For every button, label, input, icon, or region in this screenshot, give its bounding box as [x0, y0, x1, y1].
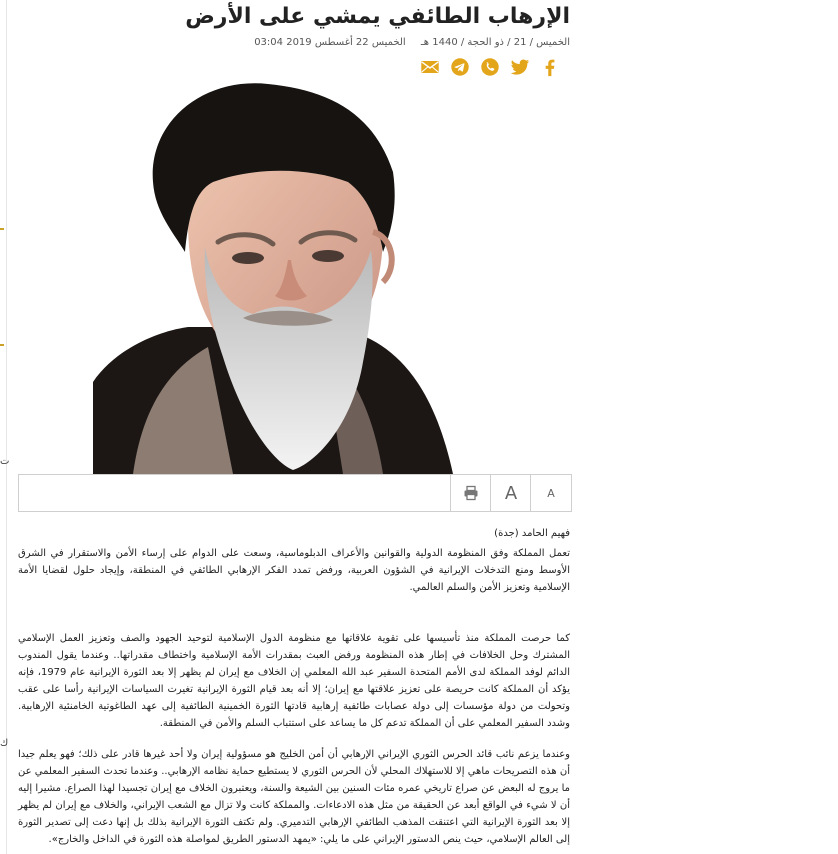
email-share-button[interactable]: [418, 55, 442, 79]
printer-icon: [463, 485, 479, 501]
font-small-label: A: [547, 486, 555, 500]
whatsapp-share-button[interactable]: [478, 55, 502, 79]
edge-text-fragment: ت: [0, 456, 10, 467]
edge-text-fragment: ك: [0, 738, 9, 749]
article-paragraph: وعندما يزعم نائب قائد الحرس الثوري الإيراني الإرهابي أن أمن الخليج هو مسؤولية إيران ولا أحد غيرها قادر على ذلك؛ فهو يعلم جيدا أن هذه التصريحات ماهي إلا للاستهلاك المحلي لأن الحرس الثوري لا يستطيع حماية نظامه الإرهابي.. وعندما تحدث السفير المعلمي عن ما يروج له البعض عن صراع تاريخي عمره مئات السنين بين الشيعة والسنة، ويعتبرون الخلاف مع إيران تجسيدا لهذا الصراع. مشيرا إليه أن لا شيء في الواقع أبعد عن الحقيقة من مثل هذه الادعاءات. والمملكة كانت ولا تزال مع الشعب الإيراني، والخلاف مع إيران لم يظهر إلا بعد الثورة الإيرانية التي اعتنقت المذهب الطائفي الإرهابي التدميري. ولم تكتف الثورة الإيرانية بذلك بل إنها دعت إلى تصدير الثورة إلى العالم الإسلامي، حيث ينص الدستور الإيراني على ما يلي: «يمهد الدستور الطريق لمواصلة هذه الثورة في الداخل والخارج».: [18, 749, 570, 845]
facebook-icon: [539, 56, 561, 78]
facebook-share-button[interactable]: [538, 55, 562, 79]
date-gregorian: الخميس 22 أغسطس 2019 03:04: [254, 37, 406, 48]
font-large-label: A: [504, 482, 518, 504]
telegram-icon: [449, 56, 471, 78]
article-toolbar: [18, 474, 572, 512]
article-paragraph: كما حرصت المملكة منذ تأسيسها على تقوية علاقاتها مع منظومة الدول الإسلامية لتوحيد الجهود والصف وتعزيز العمل الإسلامي المشترك وحل الخلافات في إطار هذه المنظومة ورفض العبث بمقدرات الأمة الإسلامية واختطاف مقدراتها.. وعندما يقول المندوب الدائم لوفد المملكة لدى الأمم المتحدة السفير عبد الله المعلمي إن الخلاف مع إيران لم يظهر إلا بعد الثورة الإيرانية عام 1979، فإنه يؤكد أن المملكة كانت حريصة على تعزيز علاقتها مع إيران؛ إلا أنه بعد قيام الثورة الإيرانية تغيرت السياسات الإيرانية رأسا على عقب وتحولت من دولة مؤسسات إلى دولة عصابات طائفية إرهابية قادتها الثورة الخمينية الطائفية إلى عهد الطاغوتية الخامنئية الإرهابية. وشدد السفير المعلمي على أن المملكة تدعم كل ما يساعد على استتباب السلم والأمن في المنطقة.: [18, 633, 570, 729]
decrease-font-button[interactable]: [530, 475, 571, 511]
article-title: الإرهاب الطائفي يمشي على الأرض: [185, 4, 570, 29]
page-left-edge: [0, 0, 10, 854]
edge-accent-mark: [0, 344, 4, 346]
increase-font-button[interactable]: [490, 475, 531, 511]
edge-accent-mark: [0, 228, 4, 230]
portrait-illustration: [93, 82, 493, 474]
telegram-share-button[interactable]: [448, 55, 472, 79]
article-author: فهيم الحامد (جدة): [494, 528, 570, 539]
article-paragraph: تعمل المملكة وفق المنظومة الدولية والقوانين والأعراف الدبلوماسية، وسعت على الدوام على إرساء الأمن والاستقرار في الشرق الأوسط ومنع التدخلات الإيرانية في الشؤون العربية، ورفض تمدد الفكر الإرهابي الطائفي في المنطقة، وإيجاد حلول لقضايا الأمة الإسلامية وتعزيز الأمن والسلم العالمي.: [18, 548, 570, 593]
article-dateline: [18, 36, 570, 50]
whatsapp-icon: [479, 56, 501, 78]
print-button[interactable]: [450, 475, 491, 511]
date-hijri: الخميس / 21 / ذو الحجة / 1440 هـ: [420, 37, 570, 48]
twitter-icon: [509, 56, 531, 78]
share-bar: [418, 55, 562, 79]
twitter-share-button[interactable]: [508, 55, 532, 79]
email-icon: [419, 56, 441, 78]
article-photo: [93, 82, 493, 474]
